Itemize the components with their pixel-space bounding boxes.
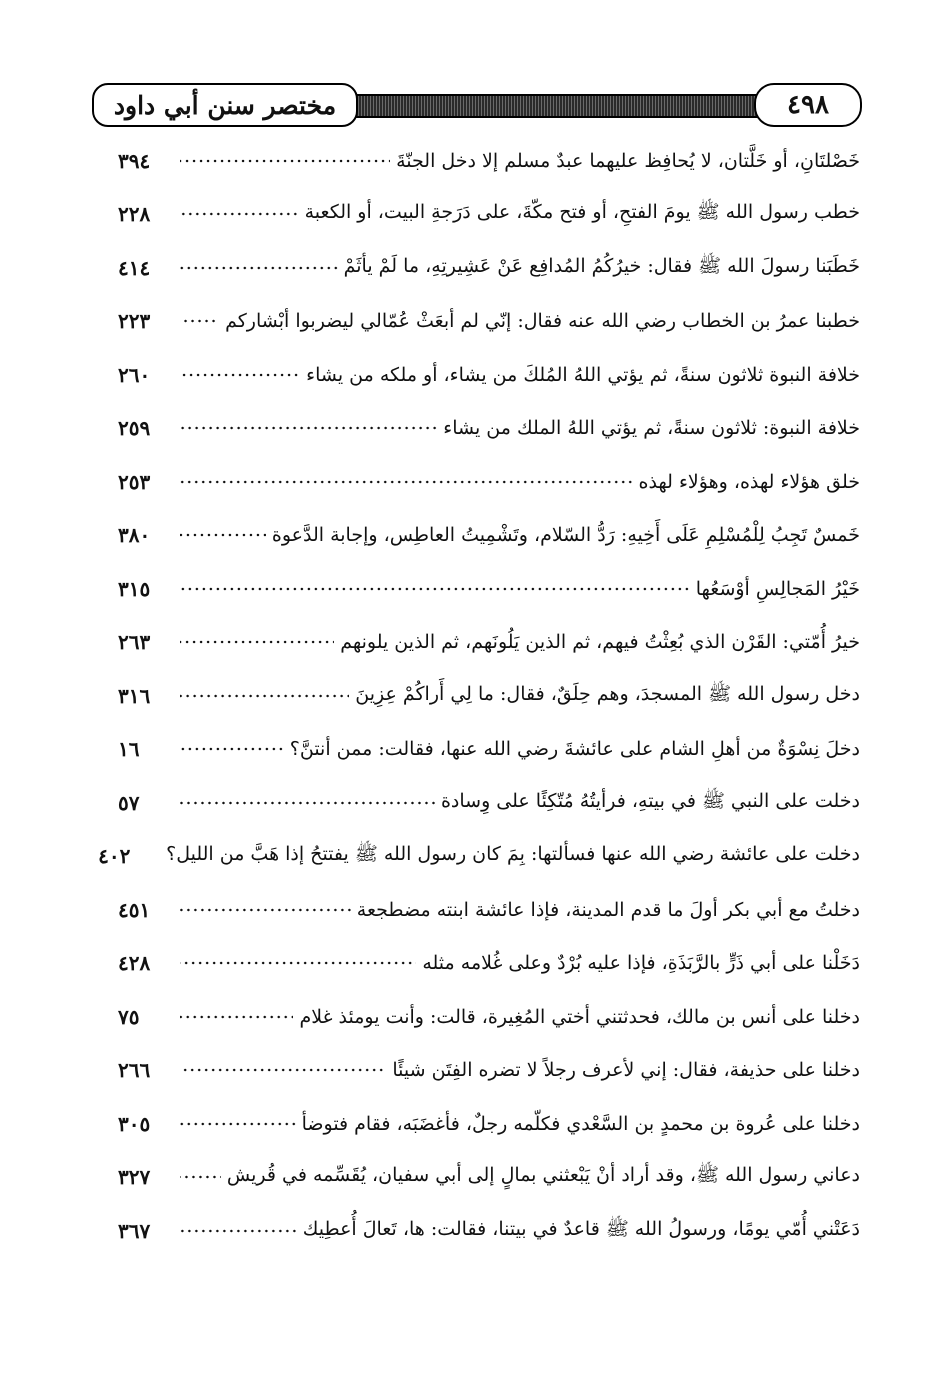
index-entry — [118, 1097, 860, 1151]
index-entry — [118, 1151, 860, 1205]
entry-text: خَطَبَنا رسولَ الله ﷺ فقال: خيرُكُمُ المُدافِع عَنْ عَشِيرتِهِ، ما لَمْ يأثَمْ — [343, 254, 860, 277]
entry-page: ٣١٥ — [118, 576, 151, 601]
header-decorative-bar — [347, 94, 822, 118]
entry-page: ٧٥ — [118, 1004, 140, 1029]
leader-dots — [180, 533, 266, 537]
index-entry — [98, 830, 860, 884]
index-entry — [118, 990, 860, 1044]
entry-page: ٢٥٣ — [118, 469, 151, 494]
entry-page: ٣٢٧ — [118, 1165, 151, 1190]
index-entry — [118, 1044, 860, 1098]
entry-page: ٢٦٣ — [118, 630, 151, 655]
index-entry — [118, 1204, 860, 1258]
entry-page: ٣٨٠ — [118, 523, 151, 548]
entry-text: خطب رسول الله ﷺ يومَ الفتحِ، أو فتح مكّةَ، على دَرَجةِ البيت، أو الكعبة — [304, 201, 860, 224]
entry-page: ١٦ — [118, 737, 140, 762]
leader-dots — [180, 266, 338, 270]
entry-text: خطبنا عمرُ بن الخطاب رضي الله عنه فقال: إنّي لم أبعَثْ عُمّالي ليضربوا أبْشاركم — [225, 310, 860, 333]
leader-dots — [180, 159, 390, 163]
entry-text: دخلنا على أنس بن مالك، فحدثتني أختي المُغِيرة، قالت: وأنت يومئذ غلام — [299, 1005, 860, 1028]
leader-dots — [180, 1122, 296, 1126]
index-entry — [118, 883, 860, 937]
entry-text: خَصْلتَانِ، أو خَلَّتان، لا يُحافِظ عليهما عبدٌ مسلم إلا دخل الجنّةَ — [396, 149, 860, 172]
leader-dots — [180, 1175, 221, 1179]
index-entry — [118, 776, 860, 830]
index-entry — [118, 455, 860, 509]
index-entry — [118, 723, 860, 777]
entry-text: دخلت على النبي ﷺ في بيتهِ، فرأيتُهُ مُتّكِئًا على وِسادة — [440, 789, 860, 812]
entry-page: ٥٧ — [118, 790, 140, 815]
index-entry — [118, 241, 860, 295]
leader-dots — [180, 1229, 297, 1233]
entry-page: ٤٢٨ — [118, 951, 151, 976]
entry-page: ٣١٦ — [118, 683, 151, 708]
leader-dots — [180, 747, 284, 751]
entry-page: ٢٢٣ — [118, 309, 151, 334]
page-header — [92, 80, 862, 128]
index-entry — [118, 134, 860, 188]
entry-text: خلافة النبوة ثلاثون سنةً، ثم يؤتي اللهُ المُلكَ من يشاء، أو ملكه من يشاء — [306, 363, 860, 386]
entry-text: خيرُ أُمّتي: القَرْن الذي بُعِثْتُ فيهم، ثم الذين يَلُونَهم، ثم الذين يلونهم — [340, 631, 860, 654]
entry-text: دخلنا على عُروة بن محمدٍ بن السَّعْدي فكلّمه رجلٌ، فأغضَبَه، فقام فتوضأ — [301, 1112, 860, 1135]
entry-text: خَيْرُ المَجالِسِ أوْسَعُها — [695, 577, 860, 600]
entry-text: دخل رسول الله ﷺ المسجدَ، وهم حِلَقٌ، فقال: ما لِي أَراكُمْ عِزِينَ — [355, 682, 860, 705]
entry-page: ٢٦٠ — [118, 362, 151, 387]
leader-dots — [180, 1068, 386, 1072]
index-entry — [118, 402, 860, 456]
entry-text: دخلت على عائشة رضي الله عنها فسألتها: بِمَ كان رسول الله ﷺ يفتتحُ إذا هَبَّ من الليل؟ — [166, 843, 860, 866]
index-entry — [118, 937, 860, 991]
entry-page: ٢٥٩ — [118, 416, 151, 441]
entry-page: ٣٠٥ — [118, 1111, 151, 1136]
leader-dots — [180, 801, 435, 805]
entry-page: ٣٩٤ — [118, 148, 151, 173]
index-entry — [118, 616, 860, 670]
index-entry — [118, 669, 860, 723]
entry-text: دَعَتْني أُمّي يومًا، ورسولُ الله ﷺ قاعدٌ في بيتنا، فقالت: ها، تَعالَ أُعطِيك — [302, 1217, 860, 1240]
index-entry — [118, 562, 860, 616]
entry-text: خلافة النبوة: ثلاثون سنةً، ثم يؤتي اللهُ الملك من يشاء — [443, 417, 860, 440]
entry-page: ٢٢٨ — [118, 202, 151, 227]
entry-text: خَمسٌ تَجِبُ لِلْمُسْلِمِ عَلَى أَخِيهِ: رَدُّ السّلام، وتَشْمِيتُ العاطِس، وإجابة الدَّعوة — [271, 524, 860, 547]
entry-page: ٤٥١ — [118, 897, 151, 922]
index-entry — [118, 348, 860, 402]
leader-dots — [180, 961, 416, 965]
leader-dots — [180, 319, 219, 323]
leader-dots — [180, 426, 437, 430]
index-entry — [118, 188, 860, 242]
entry-text: دعاني رسول الله ﷺ، وقد أراد أنْ يَبْعثني بمالٍ إلى أبي سفيان، يُقَسِّمه في قُريش — [226, 1164, 860, 1187]
index-list — [98, 134, 860, 1258]
entry-text: دخلَ نِسْوَةٌ من أهلِ الشام على عائشةَ رضي الله عنها، فقالت: ممن أنتنَّ؟ — [289, 738, 860, 761]
leader-dots — [180, 480, 632, 484]
book-title: مختصر سنن أبي داود — [92, 83, 358, 127]
index-entry — [118, 295, 860, 349]
entry-text: خلق هؤلاء لهذه، وهؤلاء لهذه — [638, 470, 860, 493]
leader-dots — [180, 587, 690, 591]
leader-dots — [180, 1015, 293, 1019]
leader-dots — [180, 640, 334, 644]
entry-text: دَخَلْنا على أبي ذَرٍّ بالرَّبَذَةِ، فإذا عليه بُرْدٌ وعلى غُلامه مثله — [422, 952, 860, 975]
leader-dots — [180, 373, 300, 377]
page-number: ٤٩٨ — [754, 83, 862, 127]
entry-page: ٤١٤ — [118, 255, 151, 280]
entry-page: ٣٦٧ — [118, 1218, 151, 1243]
entry-page: ٤٠٢ — [98, 844, 131, 869]
entry-text: دخلتُ مع أبي بكر أولَ ما قدم المدينة، فإذا عائشة ابنته مضطجعة — [356, 898, 860, 921]
index-entry — [118, 509, 860, 563]
entry-page: ٢٦٦ — [118, 1058, 151, 1083]
leader-dots — [180, 212, 299, 216]
leader-dots — [180, 908, 351, 912]
entry-text: دخلنا على حذيفة، فقال: إني لأعرف رجلاً لا تضره الفِتَن شيئًا — [392, 1059, 860, 1082]
leader-dots — [180, 694, 349, 698]
